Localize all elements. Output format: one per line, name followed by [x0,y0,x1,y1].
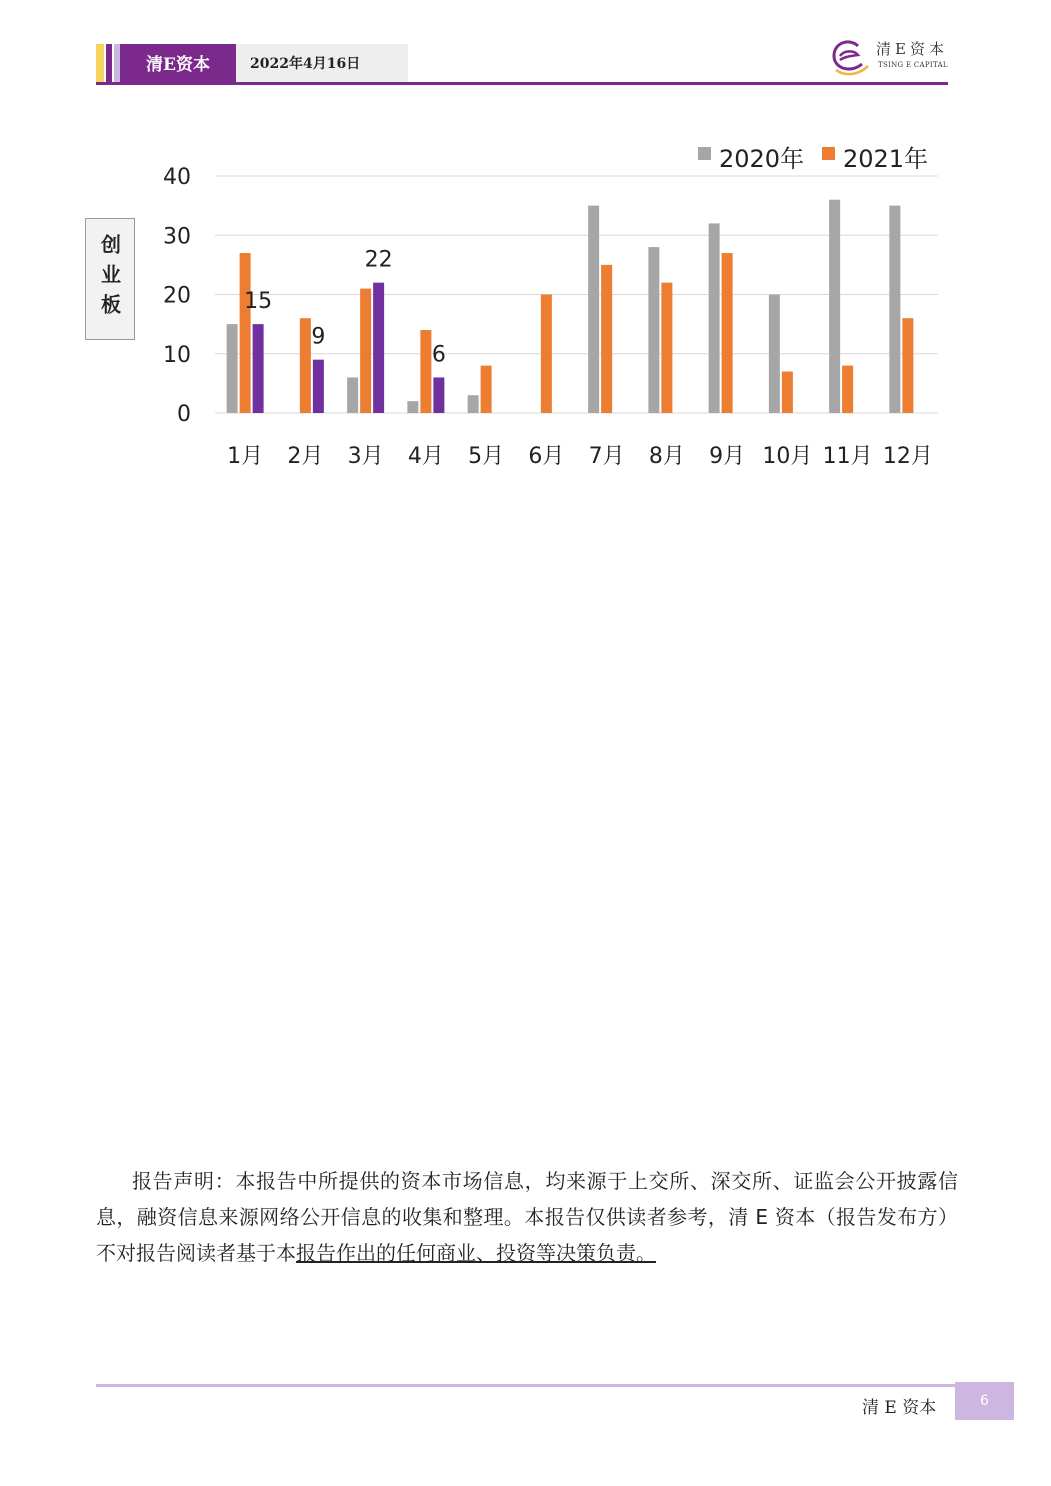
footer-brand: 清 E 资本 [862,1398,937,1418]
disclaimer-paragraph [96,1163,958,1271]
bar-2021年-11月 [842,366,853,413]
bar-2020年-9月 [709,223,720,413]
footer-rule [96,1384,958,1387]
header-date: 2022年4月16日 [236,44,408,82]
x-tick-label: 12月 [882,444,933,469]
bar-2021年-9月 [722,253,733,413]
bar-2020年-7月 [588,206,599,413]
x-tick-label: 2月 [287,444,324,469]
bar-2020年-4月 [407,401,418,413]
y-tick-label: 40 [163,165,191,190]
bar-2022年-1月 [253,324,264,413]
x-tick-label: 5月 [468,444,505,469]
monthly-ipo-bar-chart [140,130,960,480]
x-tick-label: 10月 [762,444,813,469]
logo-text-cn: 清E资本 [876,40,948,58]
bar-2020年-1月 [227,324,238,413]
legend-swatch-2021年 [822,147,835,160]
bar-2022年-4月 [433,377,444,413]
header-brand: 清E资本 [120,44,236,84]
board-label: 创业板 [85,218,135,340]
logo-swirl-icon [828,36,872,78]
bar-2022年-3月 [373,283,384,413]
bar-2021年-6月 [541,295,552,414]
bar-2020年-10月 [769,295,780,414]
disclaimer-text: 报告声明：本报告中所提供的资本市场信息，均来源于上交所、深交所、证监会公开披露信息，融资信息来源网络公开信息的收集和整理。本报告仅供读者参考，清 E 资本（报告发布方）不对报告阅读者基于本 [96,1169,958,1265]
x-tick-label: 4月 [407,444,444,469]
x-tick-label: 3月 [347,444,384,469]
bar-2021年-7月 [601,265,612,413]
data-label: 9 [311,324,326,350]
x-tick-label: 11月 [822,444,873,469]
legend-label: 2021年 [843,145,929,173]
bar-2021年-8月 [661,283,672,413]
header-stripe-yellow [96,44,104,84]
bar-2021年-2月 [300,318,311,413]
x-tick-label: 1月 [227,444,264,469]
y-tick-label: 0 [177,402,191,427]
bar-2021年-3月 [360,289,371,413]
bar-2021年-5月 [481,366,492,413]
bar-2020年-3月 [347,377,358,413]
legend-label: 2020年 [719,145,805,173]
x-tick-label: 8月 [648,444,685,469]
y-tick-label: 30 [163,224,191,250]
bar-2020年-11月 [829,200,840,413]
y-tick-label: 20 [163,283,191,309]
disclaimer-underlined-text: 报告作出的任何商业、投资等决策负责。 [296,1241,656,1265]
bar-2021年-4月 [420,330,431,413]
data-label: 22 [364,247,393,273]
header-stripe-purple [106,44,112,84]
x-tick-label: 6月 [528,444,565,469]
bar-2022年-2月 [313,360,324,413]
page-number: 6 [955,1382,1014,1420]
bar-2020年-8月 [648,247,659,413]
bar-2021年-10月 [782,372,793,413]
logo-text-en: TSING E CAPITAL [878,61,948,69]
bar-2021年-1月 [240,253,251,413]
data-label: 6 [431,342,446,368]
company-logo [828,36,952,78]
bar-2021年-12月 [902,318,913,413]
x-tick-label: 9月 [709,444,746,469]
header-rule [96,82,948,85]
data-label: 15 [244,289,273,315]
legend-swatch-2020年 [698,147,711,160]
y-tick-label: 10 [163,342,191,368]
x-tick-label: 7月 [588,444,625,469]
bar-2020年-5月 [468,395,479,413]
bar-2020年-12月 [889,206,900,413]
